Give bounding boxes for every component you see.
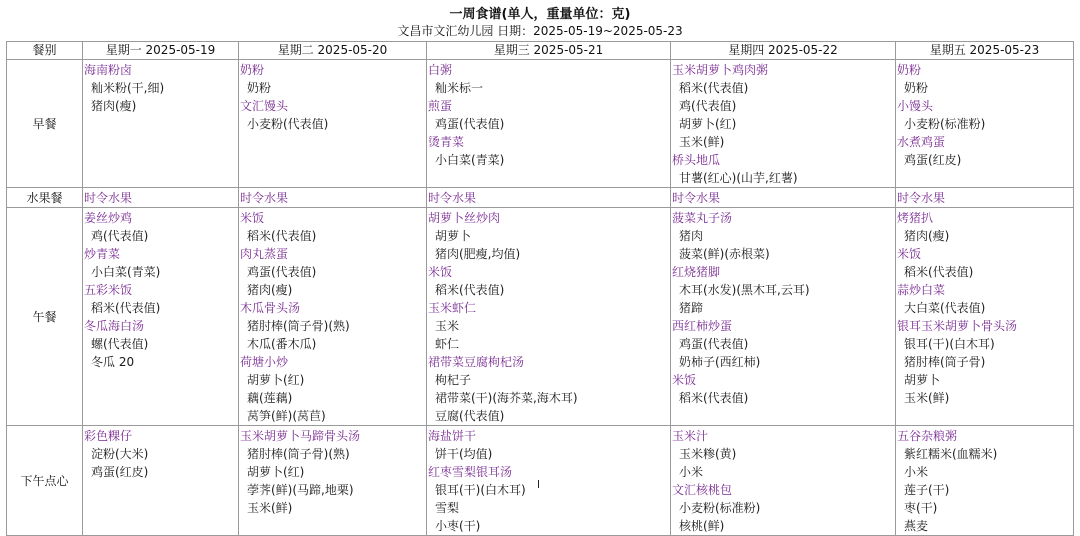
- ingredient-item: 小白菜(青菜): [91, 265, 161, 279]
- ingredient-item: 鸡蛋(代表值): [435, 117, 505, 131]
- ingredient-item: 鸡(代表值): [679, 99, 737, 113]
- dish-name: 玉米胡萝卜马蹄骨头汤: [240, 429, 361, 443]
- menu-cell: [896, 188, 1074, 208]
- dish-name: 烤猪扒: [897, 211, 934, 225]
- ingredient-item: 鸡(代表值): [91, 229, 149, 243]
- ingredient-item: 莲子(干): [904, 483, 950, 497]
- menu-cell: [427, 60, 671, 188]
- ingredient-item: 猪肘棒(筒子骨)(熟): [247, 447, 350, 461]
- dish-name: 时令水果: [84, 191, 133, 205]
- day-column-header: 星期二 2025-05-20: [239, 42, 427, 60]
- ingredient-item: 甘薯(红心)(山芋,红薯): [679, 171, 798, 185]
- menu-cell: [671, 426, 896, 536]
- dish-name: 米饭: [672, 373, 697, 387]
- dish-name: 烫青菜: [428, 135, 465, 149]
- dish-name: 彩色粿仔: [84, 429, 133, 443]
- dish-name: 桥头地瓜: [672, 153, 721, 167]
- ingredient-item: 猪肘棒(筒子骨): [904, 355, 986, 369]
- ingredient-item: 银耳(干)(白木耳): [435, 483, 526, 497]
- menu-cell: [896, 208, 1074, 426]
- dish-name: 时令水果: [240, 191, 289, 205]
- dish-name: 玉米胡萝卜鸡肉粥: [672, 63, 769, 77]
- dish-name: 玉米虾仁: [428, 301, 477, 315]
- dish-name: 玉米汁: [672, 429, 709, 443]
- menu-cell: [427, 208, 671, 426]
- dish-name: 海南粉卤: [84, 63, 133, 77]
- ingredient-item: 鸡蛋(红皮): [904, 153, 962, 167]
- ingredient-item: 雪梨: [435, 501, 460, 515]
- ingredient-item: 玉米(鲜): [247, 501, 293, 515]
- menu-cell: [239, 208, 427, 426]
- menu-cell: [83, 208, 239, 426]
- header-row: [7, 42, 1074, 60]
- ingredient-item: 稻米(代表值): [679, 391, 749, 405]
- dish-name: 红枣雪梨银耳汤: [428, 465, 513, 479]
- day-column-header: 星期一 2025-05-19: [83, 42, 239, 60]
- dish-name: 西红柿炒蛋: [672, 319, 733, 333]
- ingredient-item: 鸡蛋(红皮): [91, 465, 149, 479]
- dish-name: 胡萝卜丝炒肉: [428, 211, 501, 225]
- text-cursor-mark: [538, 480, 539, 488]
- dish-name: 水煮鸡蛋: [897, 135, 946, 149]
- menu-cell: [239, 188, 427, 208]
- ingredient-item: 奶粉: [904, 81, 929, 95]
- dish-name: 荷塘小炒: [240, 355, 289, 369]
- dish-name: 文汇核桃包: [672, 483, 733, 497]
- ingredient-item: 奶粉: [247, 81, 272, 95]
- dish-name: 煎蛋: [428, 99, 453, 113]
- page-subtitle: 文昌市文汇幼儿园 日期：2025-05-19~2025-05-23: [397, 24, 683, 38]
- ingredient-item: 稻米(代表值): [904, 265, 974, 279]
- meal-row: [7, 60, 1074, 188]
- ingredient-item: 藕(莲藕): [247, 391, 293, 405]
- dish-name: 白粥: [428, 63, 453, 77]
- dish-name: 米饭: [240, 211, 265, 225]
- dish-name: 裙带菜豆腐枸杞汤: [428, 355, 525, 369]
- ingredient-item: 冬瓜 20: [91, 355, 135, 369]
- meal-label: 午餐: [7, 208, 83, 426]
- day-column-header: 星期四 2025-05-22: [671, 42, 896, 60]
- dish-name: 海盐饼干: [428, 429, 477, 443]
- ingredient-item: 猪肘棒(筒子骨)(熟): [247, 319, 350, 333]
- ingredient-item: 猪肉(瘦): [247, 283, 293, 297]
- dish-name: 奶粉: [240, 63, 265, 77]
- ingredient-item: 枸杞子: [435, 373, 472, 387]
- ingredient-item: 饼干(均值): [435, 447, 493, 461]
- meal-row: [7, 426, 1074, 536]
- ingredient-item: 木瓜(番木瓜): [247, 337, 317, 351]
- meal-label: 水果餐: [7, 188, 83, 208]
- ingredient-item: 玉米(鲜): [679, 135, 725, 149]
- ingredient-item: 猪肉: [679, 229, 704, 243]
- menu-cell: [896, 60, 1074, 188]
- ingredient-item: 猪肉(瘦): [904, 229, 950, 243]
- ingredient-item: 燕麦: [904, 519, 929, 533]
- ingredient-item: 稻米(代表值): [91, 301, 161, 315]
- dish-name: 红烧猪脚: [672, 265, 721, 279]
- ingredient-item: 小麦粉(标准粉): [904, 117, 986, 131]
- meal-label: 早餐: [7, 60, 83, 188]
- day-column-header: 星期三 2025-05-21: [427, 42, 671, 60]
- dish-name: 奶粉: [897, 63, 922, 77]
- ingredient-item: 胡萝卜: [435, 229, 472, 243]
- menu-cell: [239, 60, 427, 188]
- ingredient-item: 裙带菜(干)(海芥菜,海木耳): [435, 391, 578, 405]
- menu-cell: [427, 426, 671, 536]
- menu-cell: [239, 426, 427, 536]
- ingredient-item: 胡萝卜: [904, 373, 941, 387]
- menu-cell: [83, 188, 239, 208]
- ingredient-item: 荸荠(鲜)(马蹄,地栗): [247, 483, 354, 497]
- meal-column-header: 餐别: [7, 42, 83, 60]
- ingredient-item: 猪肉(肥瘦,均值): [435, 247, 521, 261]
- dish-name: 姜丝炒鸡: [84, 211, 133, 225]
- menu-cell: [896, 426, 1074, 536]
- ingredient-item: 核桃(鲜): [679, 519, 725, 533]
- dish-name: 冬瓜海白汤: [84, 319, 145, 333]
- ingredient-item: 猪蹄: [679, 301, 704, 315]
- ingredient-item: 小米: [904, 465, 929, 479]
- dish-name: 米饭: [897, 247, 922, 261]
- dish-name: 小馒头: [897, 99, 934, 113]
- ingredient-item: 淀粉(大米): [91, 447, 149, 461]
- ingredient-item: 玉米(鲜): [904, 391, 950, 405]
- ingredient-item: 胡萝卜(红): [247, 373, 305, 387]
- weekly-menu-table: [6, 41, 1074, 536]
- ingredient-item: 菠菜(鲜)(赤根菜): [679, 247, 770, 261]
- ingredient-item: 胡萝卜(红): [679, 117, 737, 131]
- menu-cell: [671, 208, 896, 426]
- ingredient-item: 奶柿子(西红柿): [679, 355, 761, 369]
- ingredient-item: 小麦粉(代表值): [247, 117, 329, 131]
- dish-name: 银耳玉米胡萝卜骨头汤: [897, 319, 1018, 333]
- ingredient-item: 小枣(干): [435, 519, 481, 533]
- ingredient-item: 小白菜(青菜): [435, 153, 505, 167]
- ingredient-item: 大白菜(代表值): [904, 301, 986, 315]
- dish-name: 米饭: [428, 265, 453, 279]
- ingredient-item: 猪肉(瘦): [91, 99, 137, 113]
- dish-name: 炒青菜: [84, 247, 121, 261]
- dish-name: 时令水果: [428, 191, 477, 205]
- meal-label: 下午点心: [7, 426, 83, 536]
- ingredient-item: 银耳(干)(白木耳): [904, 337, 995, 351]
- dish-name: 肉丸蒸蛋: [240, 247, 289, 261]
- day-column-header: 星期五 2025-05-23: [896, 42, 1074, 60]
- ingredient-item: 枣(干): [904, 501, 938, 515]
- ingredient-item: 螺(代表值): [91, 337, 149, 351]
- ingredient-item: 小米: [679, 465, 704, 479]
- dish-name: 时令水果: [672, 191, 721, 205]
- ingredient-item: 稻米(代表值): [679, 81, 749, 95]
- menu-cell: [83, 426, 239, 536]
- ingredient-item: 莴笋(鲜)(莴苣): [247, 409, 326, 423]
- ingredient-item: 胡萝卜(红): [247, 465, 305, 479]
- ingredient-item: 玉米糁(黄): [679, 447, 737, 461]
- meal-row: [7, 208, 1074, 426]
- ingredient-item: 小麦粉(标准粉): [679, 501, 761, 515]
- ingredient-item: 籼米粉(干,细): [91, 81, 165, 95]
- meal-row: [7, 188, 1074, 208]
- dish-name: 文汇馒头: [240, 99, 289, 113]
- dish-name: 五彩米饭: [84, 283, 133, 297]
- ingredient-item: 稻米(代表值): [435, 283, 505, 297]
- ingredient-item: 豆腐(代表值): [435, 409, 505, 423]
- ingredient-item: 虾仁: [435, 337, 460, 351]
- ingredient-item: 紫红糯米(血糯米): [904, 447, 998, 461]
- ingredient-item: 鸡蛋(代表值): [247, 265, 317, 279]
- menu-cell: [671, 188, 896, 208]
- menu-cell: [427, 188, 671, 208]
- dish-name: 五谷杂粮粥: [897, 429, 958, 443]
- dish-name: 菠菜丸子汤: [672, 211, 733, 225]
- ingredient-item: 稻米(代表值): [247, 229, 317, 243]
- dish-name: 木瓜骨头汤: [240, 301, 301, 315]
- ingredient-item: 籼米标一: [435, 81, 484, 95]
- ingredient-item: 木耳(水发)(黑木耳,云耳): [679, 283, 810, 297]
- ingredient-item: 玉米: [435, 319, 460, 333]
- menu-cell: [671, 60, 896, 188]
- ingredient-item: 鸡蛋(代表值): [679, 337, 749, 351]
- dish-name: 时令水果: [897, 191, 946, 205]
- dish-name: 蒜炒白菜: [897, 283, 946, 297]
- menu-cell: [83, 60, 239, 188]
- page-title: 一周食谱(单人，重量单位：克): [449, 7, 631, 22]
